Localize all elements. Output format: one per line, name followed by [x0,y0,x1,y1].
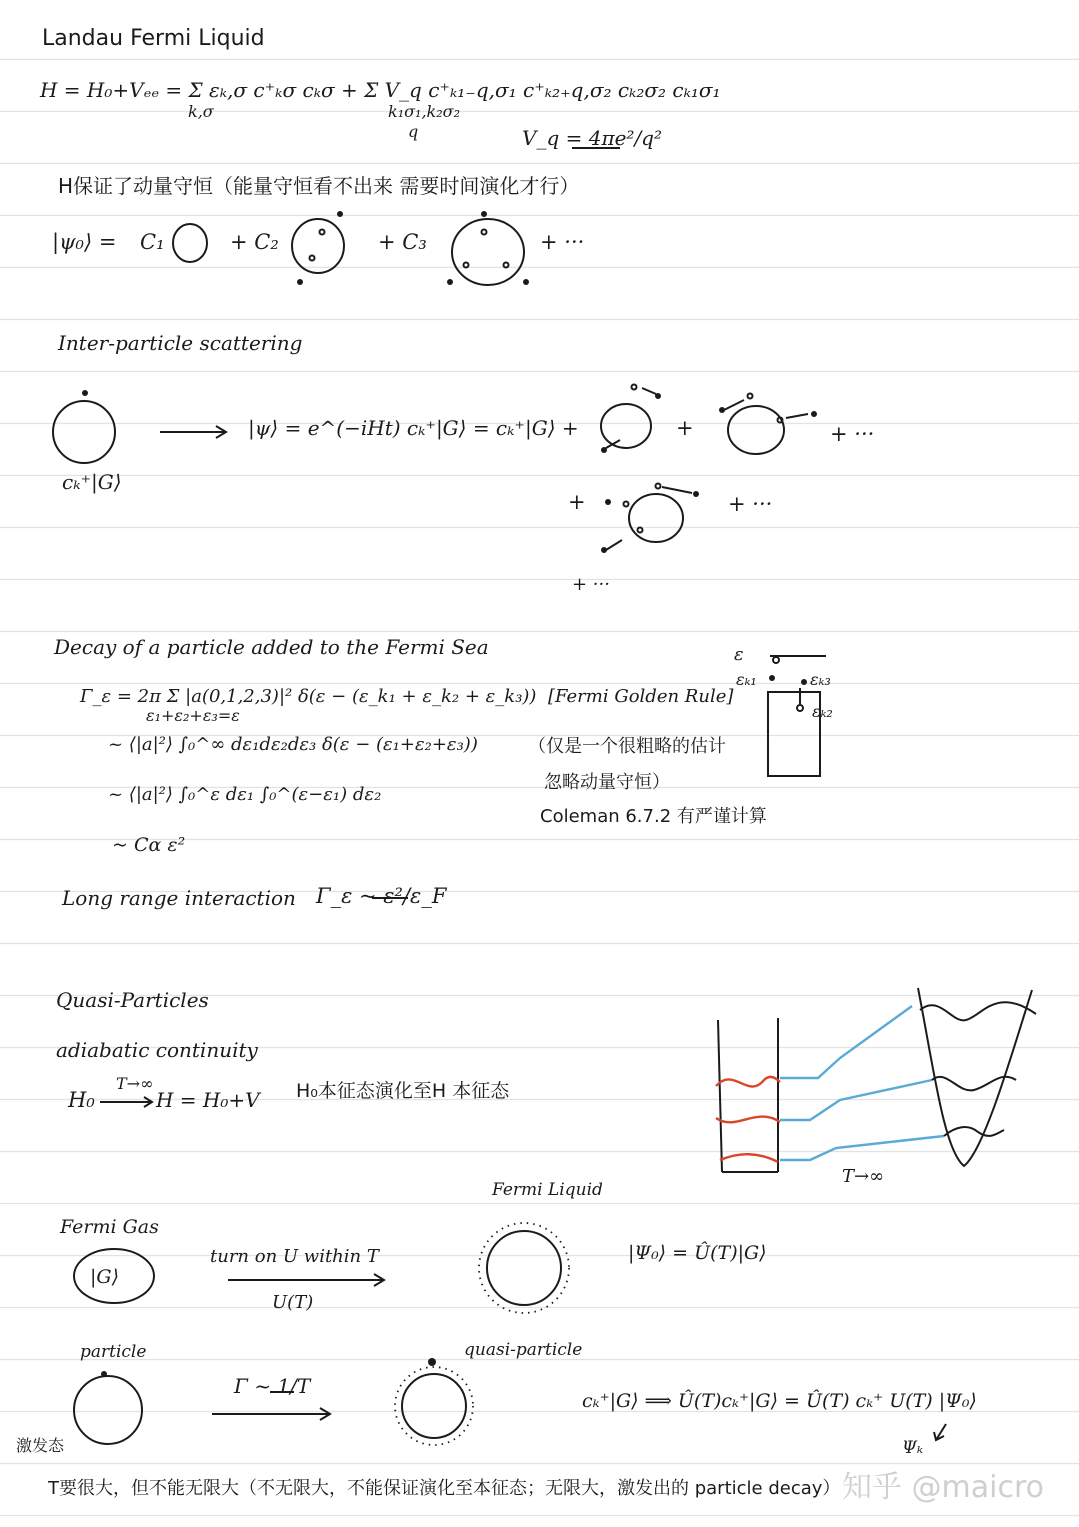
momentum-arrow [724,400,744,410]
particle-dot [447,279,453,285]
scattering-circle-3 [629,494,683,542]
adiabatic-label: adiabatic continuity [56,1038,258,1062]
hole-mark [482,230,487,235]
hole-mark [320,230,325,235]
hole-mark [632,385,637,390]
hole-mark [624,502,629,507]
footer-note: T要很大，但不能无限大（不无限大，不能保证演化至本征态；无限大，激发出的 particle decay） [48,1478,841,1499]
particle-dot [769,675,775,681]
particle-dot [523,279,529,285]
long-range-label: Long range interaction [62,886,296,910]
scattering-circle-2 [728,406,784,454]
hole-mark [504,263,509,268]
energy-axis-label: ε [734,644,744,665]
evolve-h0: H₀ [68,1088,95,1112]
scattering-dots-3: + ··· [572,574,610,595]
hole-mark [797,705,803,711]
quasi-state-label: Ψₖ [902,1438,924,1458]
hamiltonian-equation: H = H₀+Vₑₑ = Σ εₖ,σ c⁺ₖσ cₖσ + Σ V_q c⁺ₖ₁₋q,σ₁ c⁺ₖ₂₊q,σ₂ cₖ₂σ₂ cₖ₁σ₁ [40,78,721,102]
eigenstate-curve-upper [920,1002,1036,1020]
momentum-arrow [786,414,808,418]
coefficient-c1: C₁ [140,230,165,254]
particle-dot [337,211,343,217]
long-range-formula: Γ_ε ~ ε²/ε_F [316,884,447,908]
scattering-plus-2: + [568,490,586,514]
decay-step-3: ~ ⟨|a|²⟩ ∫₀^ε dε₁ ∫₀^(ε−ε₁) dε₂ [108,784,382,805]
particle-dot [693,491,699,497]
scattering-dots-2: + ··· [728,492,773,516]
added-particle-state: cₖ⁺|G⟩ [62,470,122,494]
golden-rule-label: [Fermi Golden Rule] [548,686,734,707]
particle-dot [481,211,487,217]
particle-dot [811,411,817,417]
quasi-particle-circle [402,1374,466,1438]
page-title: Landau Fermi Liquid [42,26,265,51]
excited-state-label: 激发态 [16,1436,65,1455]
decay-step-2: ~ ⟨|a|²⟩ ∫₀^∞ dε₁dε₂dε₃ δ(ε − (ε₁+ε₂+ε₃)) [108,734,478,755]
fermi-sea-circle-3 [452,219,524,285]
scattering-circle-1 [601,404,651,448]
particle-dot [82,390,88,396]
level-label-k3: εₖ₃ [810,670,831,689]
evolve-arrow-label: T→∞ [116,1074,154,1093]
adiabatic-connector-lower [780,1136,944,1160]
hole-mark [638,528,643,533]
expansion-tail: + ··· [540,230,585,254]
particle-fermi-sea-circle [74,1376,142,1444]
particle-dot [801,679,807,685]
fermi-sea-circle-particle [53,401,115,463]
fermi-liquid-label: Fermi Liquid [492,1180,603,1200]
decay-heading: Decay of a particle added to the Fermi Sea [54,635,489,659]
dressed-particle-dot [428,1358,436,1366]
decay-sum-constraint: ε₁+ε₂+ε₃=ε [146,706,240,725]
coleman-reference: Coleman 6.7.2 有严谨计算 [540,806,767,827]
fermi-liquid-smearing [479,1223,569,1313]
estimate-note-1: （仅是一个很粗略的估计 [528,736,726,757]
eigenstate-curve-lower [944,1127,1004,1136]
fermi-gas-label: Fermi Gas [60,1216,159,1238]
quasi-particle-equation: cₖ⁺|G⟩ ⟹ Û(T)cₖ⁺|G⟩ = Û(T) cₖ⁺ U(T) |Ψ₀⟩ [582,1390,977,1412]
fermi-liquid-circle [487,1231,561,1305]
evolve-h: H = H₀+V [156,1088,260,1112]
decay-rate-equation: Γ_ε = 2π Σ |a(0,1,2,3)|² δ(ε − (ε_k₁ + ε_k₂ + ε_k₃)) [80,686,537,707]
hole-mark [773,657,779,663]
hole-mark [656,484,661,489]
eigenstate-evolution-note: H₀本征态演化至H 本征态 [296,1080,510,1102]
level-label-k1: εₖ₁ [736,670,757,689]
zhihu-watermark: 知乎 @maicro [842,1470,1045,1505]
adiabatic-connector-middle [780,1080,932,1120]
scattering-plus-1: + [676,416,694,440]
interacting-ground-state: |Ψ₀⟩ = Û(T)|G⟩ [628,1242,767,1264]
level-label-k2: εₖ₂ [812,702,833,721]
quasi-particle-smearing [395,1367,473,1445]
particle-dot [605,499,611,505]
particle-dot [601,547,607,553]
hole-mark [778,418,783,423]
fermi-gas-state: |G⟩ [90,1266,119,1288]
estimate-note-2: 忽略动量守恒） [544,772,670,793]
fermi-sea-box [768,692,820,776]
decay-width-label: Γ ~ 1/T [234,1374,311,1398]
momentum-arrow [662,487,692,493]
evolution-operator-label: U(T) [272,1292,314,1313]
sum-subscript-2: k₁σ₁,k₂σ₂ [388,102,460,121]
particle-label: particle [80,1342,147,1362]
quasi-heading: Quasi-Particles [56,988,209,1012]
decay-step-4: ~ Cα ε² [112,834,186,856]
adiabatic-connector-upper [780,1006,912,1078]
hole-mark [748,394,753,399]
momentum-arrow [642,388,656,394]
quasi-particle-label: quasi-particle [464,1340,583,1360]
turn-on-interaction-label: turn on U within T [210,1246,379,1267]
fermi-sea-circle-1 [173,224,207,262]
time-evolution-equation: |ψ⟩ = e^(−iHt) cₖ⁺|G⟩ = cₖ⁺|G⟩ + [248,416,579,440]
particle-dot [297,279,303,285]
coulomb-potential: V_q = 4πe²/q² [522,126,662,150]
fermi-sea-circle-2 [292,219,344,273]
scattering-heading: Inter-particle scattering [58,331,303,355]
sum-subscript-1: k,σ [188,102,214,121]
wavefunction-lower [720,1154,778,1162]
coefficient-c3: + C₃ [378,230,427,254]
wavefunction-middle [716,1117,780,1123]
scattering-dots-1: + ··· [830,422,875,446]
well-wall-left [718,1020,722,1172]
adiabatic-limit-label: T→∞ [842,1166,885,1187]
hole-mark [464,263,469,268]
hole-mark [310,256,315,261]
sum-subscript-q: q [408,122,419,141]
momentum-arrow [606,540,622,550]
fermi-gas-circle [74,1249,154,1303]
particle-dot [655,393,661,399]
momentum-conservation-note: H保证了动量守恒（能量守恒看不出来 需要时间演化才行） [58,174,580,198]
coefficient-c2: + C₂ [230,230,279,254]
particle-dot [101,1371,107,1377]
wavefunction-upper [716,1077,780,1087]
ground-state-lhs: |ψ₀⟩ = [52,230,117,254]
